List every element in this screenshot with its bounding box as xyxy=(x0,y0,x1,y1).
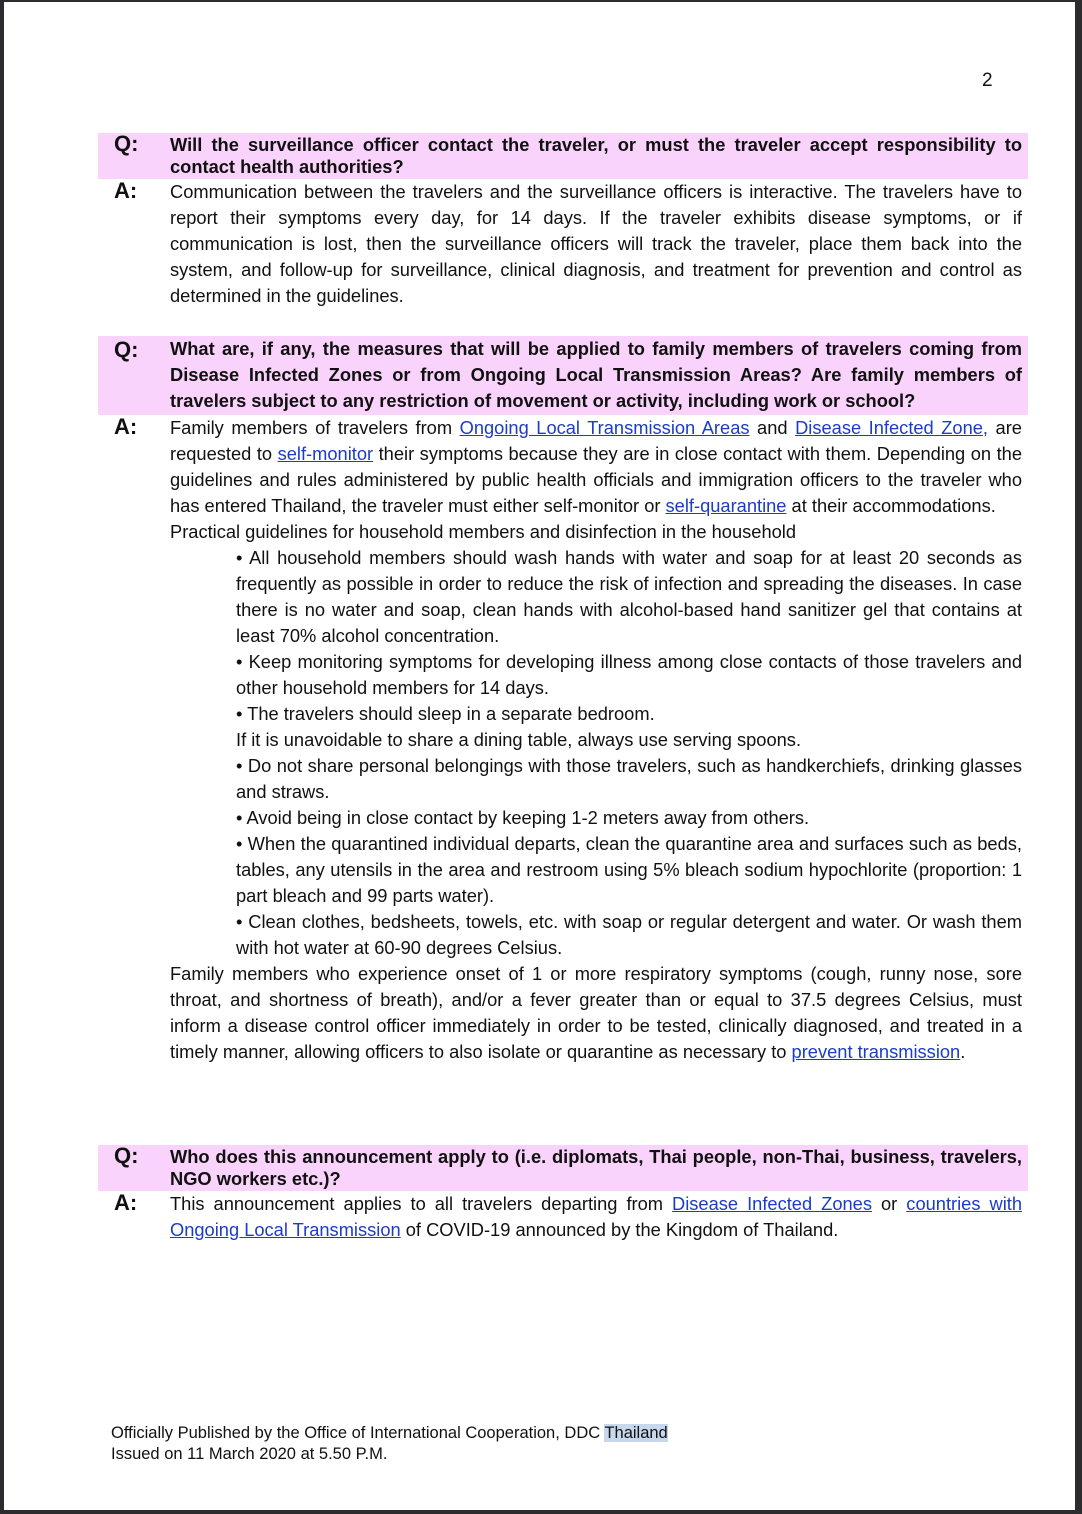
answer-2 xyxy=(98,415,1028,1065)
guideline-item: • Avoid being in close contact by keeping 1-2 meters away from others. xyxy=(236,807,810,828)
guideline-item: If it is unavoidable to share a dining table, always use serving spoons. xyxy=(236,729,802,750)
answer-1 xyxy=(98,179,1028,309)
qa-block-2 xyxy=(98,336,1028,1065)
closing-text: Family members who experience onset of 1 or more respiratory symptoms (cough, runny nose, sore throat, and shortness of breath), and/or a fever greater than or equal to 37.5 degrees Celsius, must inform a disease control officer immediately in order to be tested, clinically diagnosed, and treated in a timely manner, allowing officers to also isolate or quarantine as necessary to prevent transmission. xyxy=(170,963,1022,1062)
question-text: Will the surveillance officer contact the traveler, or must the traveler accept responsibility to contact health authorities? xyxy=(170,134,1022,177)
question-3 xyxy=(98,1145,1028,1191)
footer-publisher: Officially Published by the Office of International Cooperation, DDC Thailand xyxy=(111,1424,668,1442)
question-text: What are, if any, the measures that will be applied to family members of travelers coming from Disease Infected Zones or from Ongoing Local Transmission Areas? Are family members of travelers subject to any restriction of movement or activity, including work or school? xyxy=(170,338,1022,411)
guideline-item: • The travelers should sleep in a separate bedroom. xyxy=(236,703,655,724)
guideline-item: • Do not share personal belongings with those travelers, such as handkerchiefs, drinking glasses and straws. xyxy=(236,755,1022,802)
guideline-item: • All household members should wash hands with water and soap for at least 20 seconds as frequently as possible in order to reduce the risk of infection and spreading the diseases. In case there is no water and soap, clean hands with alcohol-based hand sanitizer gel that contains at least 70% alcohol concentration. xyxy=(236,547,1022,646)
a-label: A: xyxy=(114,1190,138,1215)
link-prevent-transmission[interactable]: prevent transmission xyxy=(791,1041,961,1062)
footer-issued-date: Issued on 11 March 2020 at 5.50 P.M. xyxy=(111,1445,388,1463)
qa-block-1 xyxy=(98,133,1028,309)
guidelines-list xyxy=(170,545,1022,961)
link-countries-ongoing-local-transmission[interactable]: countries with Ongoing Local Transmission xyxy=(170,1193,1023,1240)
answer-text: This announcement applies to all travelers departing from Disease Infected Zones or countries with Ongoing Local Transmission of COVID-19 announced by the Kingdom of Thailand. xyxy=(170,1193,1023,1240)
question-1 xyxy=(98,133,1028,179)
selected-text[interactable]: Thailand xyxy=(604,1424,668,1442)
answer-text: Family members of travelers from Ongoing Local Transmission Areas and Disease Infected Zone, are requested to self-monitor their symptoms because they are in close contact with them. Depending on the guidelines and rules administered by public health officials and immigration officers to the traveler who has entered Thailand, the traveler must either self-monitor or self-quarantine at their accommodations. xyxy=(170,417,1022,516)
a-label: A: xyxy=(114,414,138,439)
answer-3 xyxy=(98,1191,1028,1243)
q-label: Q: xyxy=(114,131,139,156)
document-page xyxy=(4,2,1075,1510)
guidelines-heading: Practical guidelines for household members and disinfection in the household xyxy=(170,521,797,542)
link-disease-infected-zones[interactable]: Disease Infected Zones xyxy=(672,1193,872,1214)
answer-text: Communication between the travelers and the surveillance officers is interactive. The travelers have to report their symptoms every day, for 14 days. If the traveler exhibits disease symptoms, or if communication is lost, then the surveillance officers will track the traveler, place them back into the system, and follow-up for surveillance, clinical diagnosis, and treatment for prevention and control as determined in the guidelines. xyxy=(170,181,1022,306)
question-2 xyxy=(98,336,1028,415)
qa-block-3 xyxy=(98,1145,1028,1243)
guideline-item: • Keep monitoring symptoms for developing illness among close contacts of those travelers and other household members for 14 days. xyxy=(236,651,1022,698)
guideline-item: • When the quarantined individual departs, clean the quarantine area and surfaces such as beds, tables, any utensils in the area and restroom using 5% bleach sodium hypochlorite (proportion: 1 part bleach and 99 parts water). xyxy=(236,833,1022,906)
link-ongoing-local-transmission-areas[interactable]: Ongoing Local Transmission Areas xyxy=(459,417,750,438)
link-self-quarantine[interactable]: self-quarantine xyxy=(665,495,787,516)
q-label: Q: xyxy=(114,1143,139,1168)
q-label: Q: xyxy=(114,337,139,362)
question-text: Who does this announcement apply to (i.e. diplomats, Thai people, non-Thai, business, travelers, NGO workers etc.)? xyxy=(170,1146,1022,1189)
page-number: 2 xyxy=(982,70,993,91)
footer xyxy=(111,1423,668,1465)
guideline-item: • Clean clothes, bedsheets, towels, etc. with soap or regular detergent and water. Or wash them with hot water at 60-90 degrees Celsius. xyxy=(236,911,1022,958)
a-label: A: xyxy=(114,178,138,203)
link-self-monitor[interactable]: self-monitor xyxy=(277,443,374,464)
link-disease-infected-zone[interactable]: Disease Infected Zone, xyxy=(795,417,989,438)
